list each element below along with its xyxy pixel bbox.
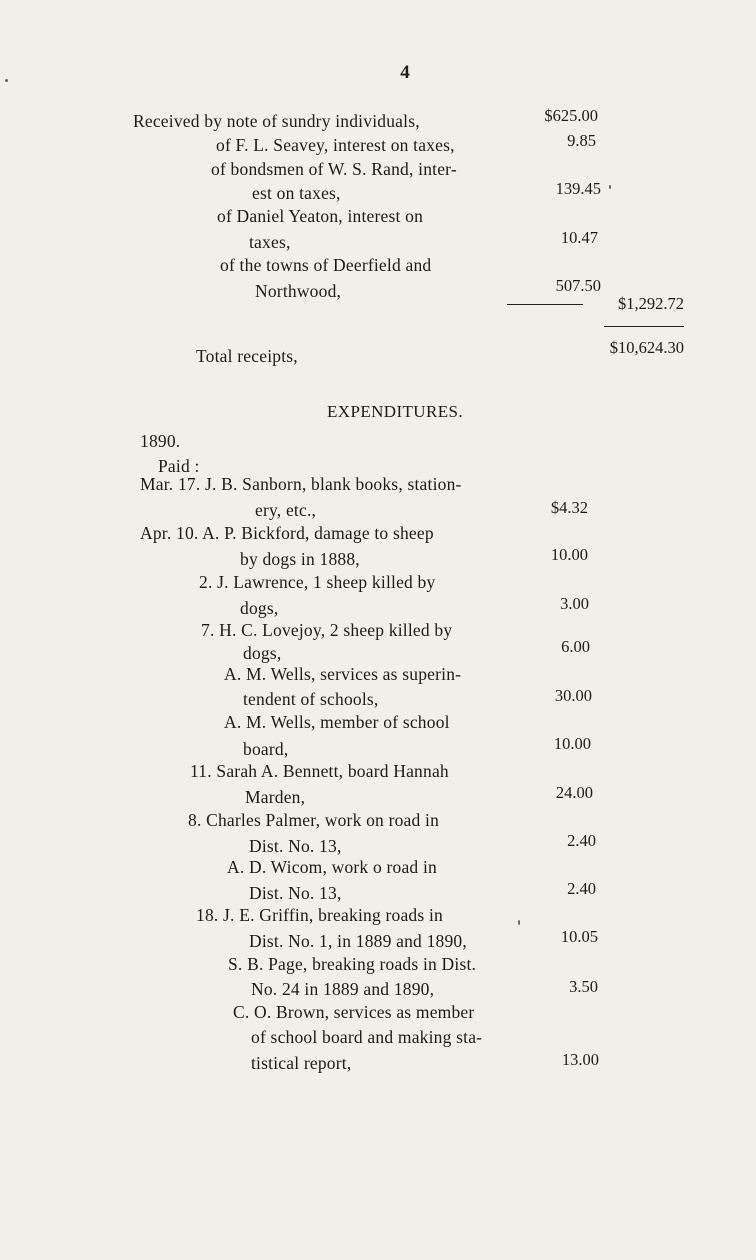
expenditure-line: 8. Charles Palmer, work on road in <box>188 810 440 830</box>
expenditure-line: board, <box>243 739 289 759</box>
expenditure-line: 18. J. E. Griffin, breaking roads in <box>196 905 443 925</box>
receipt-line: of F. L. Seavey, interest on taxes, <box>216 135 455 155</box>
paid-label: Paid : <box>158 456 200 476</box>
expenditure-line: Apr. 10. A. P. Bickford, damage to sheep <box>140 523 434 543</box>
expenditure-line: Dist. No. 1, in 1889 and 1890, <box>249 931 467 951</box>
expenditure-amount: 6.00 <box>561 637 590 656</box>
expenditure-amount: 2.40 <box>567 831 596 850</box>
expenditure-amount: $4.32 <box>550 498 588 517</box>
expenditure-line: A. D. Wicom, work o road in <box>227 857 437 877</box>
expenditure-amount: 2.40 <box>567 879 596 898</box>
receipt-line: taxes, <box>249 232 291 252</box>
expenditure-line: tendent of schools, <box>243 689 379 709</box>
expenditure-amount: 3.50 <box>569 977 598 996</box>
receipt-amount: $625.00 <box>544 106 598 125</box>
expenditure-amount: 10.00 <box>550 545 588 564</box>
receipt-line: of the towns of Deerfield and <box>220 255 432 275</box>
expenditure-line: ery, etc., <box>255 500 317 520</box>
expenditure-line: 2. J. Lawrence, 1 sheep killed by <box>199 572 436 592</box>
expenditure-line: No. 24 in 1889 and 1890, <box>251 979 435 999</box>
expenditure-line: C. O. Brown, services as member <box>233 1002 475 1022</box>
subtotal-rule <box>507 304 583 305</box>
paper-speck <box>5 79 8 82</box>
paper-speck <box>609 185 611 189</box>
expenditure-amount: 10.05 <box>560 927 598 946</box>
expenditure-line: tistical report, <box>251 1053 352 1073</box>
expenditure-line: dogs, <box>243 643 282 663</box>
expenditure-amount: 30.00 <box>554 686 592 705</box>
receipt-amount: 10.47 <box>560 228 598 247</box>
receipt-line: Northwood, <box>255 281 342 301</box>
expenditure-amount: 10.00 <box>553 734 591 753</box>
expenditure-line: S. B. Page, breaking roads in Dist. <box>228 954 477 974</box>
expenditure-amount: 3.00 <box>560 594 589 613</box>
receipt-amount: 139.45 <box>555 179 601 198</box>
receipt-line: est on taxes, <box>252 183 341 203</box>
expenditure-line: Mar. 17. J. B. Sanborn, blank books, station- <box>140 474 462 494</box>
expenditure-line: A. M. Wells, member of school <box>224 712 450 732</box>
expenditures-heading: EXPENDITURES. <box>327 402 464 421</box>
expenditure-line: by dogs in 1888, <box>240 549 360 569</box>
receipt-subtotal: $1,292.72 <box>618 294 684 313</box>
expenditure-line: dogs, <box>240 598 279 618</box>
expenditure-amount: 24.00 <box>555 783 593 802</box>
expenditure-line: Dist. No. 13, <box>249 836 342 856</box>
total-receipts-label: Total receipts, <box>196 346 298 366</box>
expenditure-line: A. M. Wells, services as superin- <box>224 664 462 684</box>
expenditure-line: Dist. No. 13, <box>249 883 342 903</box>
total-receipts-amount: $10,624.30 <box>609 338 684 357</box>
expenditure-line: 7. H. C. Lovejoy, 2 sheep killed by <box>201 620 453 640</box>
expenditure-year: 1890. <box>140 431 181 451</box>
receipt-line: of Daniel Yeaton, interest on <box>217 206 424 226</box>
expenditure-amount: 13.00 <box>561 1050 599 1069</box>
expenditure-line: Marden, <box>245 787 306 807</box>
expenditure-line: 11. Sarah A. Bennett, board Hannah <box>190 761 449 781</box>
receipt-line: Received by note of sundry individuals, <box>133 111 420 131</box>
paper-speck <box>518 920 520 925</box>
receipt-amount: 507.50 <box>555 276 601 295</box>
receipt-line: of bondsmen of W. S. Rand, inter- <box>211 159 457 179</box>
receipt-amount: 9.85 <box>567 131 596 150</box>
subtotal-underline <box>604 326 684 327</box>
expenditure-line: of school board and making sta- <box>251 1027 483 1047</box>
page-number: 4 <box>400 62 410 83</box>
